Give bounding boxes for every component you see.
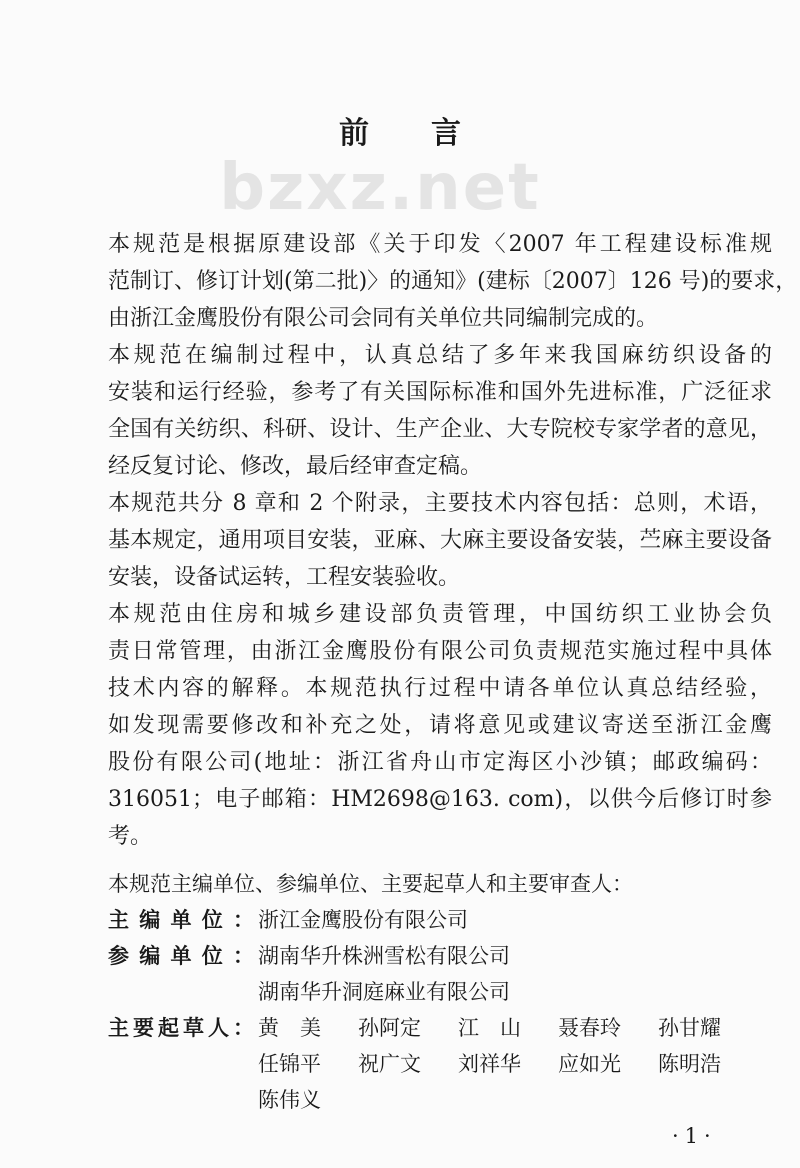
drafter-name: 孙甘耀 bbox=[658, 1016, 721, 1040]
credit-label-spacer bbox=[108, 974, 258, 1010]
paragraph-line: 本规范共分 8 章和 2 个附录，主要技术内容包括：总则，术语， bbox=[108, 491, 772, 516]
page-title: 前言 bbox=[339, 116, 523, 151]
credit-value: 浙江金鹰股份有限公司 bbox=[258, 908, 468, 932]
credit-value: 湖南华升株洲雪松有限公司 bbox=[258, 944, 510, 968]
credit-label: 参编单位： bbox=[108, 944, 254, 968]
paragraph-line: 全国有关纺织、科研、设计、生产企业、大专院校专家学者的意见， bbox=[108, 417, 772, 442]
participating-units-row-2 bbox=[108, 974, 772, 1010]
paragraph-line: 考。 bbox=[108, 824, 153, 849]
paragraph-line: 基本规定，通用项目安装，亚麻、大麻主要设备安装，苎麻主要设备 bbox=[108, 528, 772, 553]
drafter-name: 祝广文 bbox=[358, 1052, 421, 1076]
credits-intro: 本规范主编单位、参编单位、主要起草人和主要审查人： bbox=[108, 872, 633, 896]
paragraph-line: 经反复讨论、修改，最后经审查定稿。 bbox=[108, 454, 483, 479]
paragraph-line: 责日常管理，由浙江金鹰股份有限公司负责规范实施过程中具体 bbox=[108, 639, 772, 664]
paragraph-line: 范制订、修订计划(第二批)〉的通知》(建标〔2007〕126 号)的要求， bbox=[108, 269, 798, 294]
drafter-name: 应如光 bbox=[558, 1052, 621, 1076]
drafter-name: 聂春玲 bbox=[558, 1016, 621, 1040]
drafters-row bbox=[108, 1010, 772, 1118]
drafter-name: 陈伟义 bbox=[258, 1088, 321, 1112]
paragraph-line: 本规范是根据原建设部《关于印发〈2007 年工程建设标准规 bbox=[108, 232, 772, 257]
paragraph-line: 本规范由住房和城乡建设部负责管理，中国纺织工业协会负 bbox=[108, 602, 772, 627]
chief-editor-row bbox=[108, 902, 772, 938]
participating-units-row bbox=[108, 938, 772, 974]
page-number: ·1· bbox=[672, 1124, 717, 1148]
drafters-list bbox=[258, 1010, 758, 1118]
paragraph-line: 如发现需要修改和补充之处，请将意见或建议寄送至浙江金鹰 bbox=[108, 713, 772, 738]
preface-body bbox=[108, 226, 798, 855]
paragraph-line: 安装，设备试运转，工程安装验收。 bbox=[108, 565, 461, 590]
drafter-name: 任锦平 bbox=[258, 1052, 321, 1076]
drafter-name: 江 山 bbox=[458, 1016, 521, 1040]
credits bbox=[108, 866, 772, 1118]
credit-label: 主编单位： bbox=[108, 908, 254, 932]
drafter-name: 黄 美 bbox=[258, 1016, 321, 1040]
paragraph-line: 316051；电子邮箱：HM2698@163. com)，以供今后修订时参 bbox=[108, 787, 772, 812]
paragraph-line: 由浙江金鹰股份有限公司会同有关单位共同编制完成的。 bbox=[108, 306, 659, 331]
drafter-name: 刘祥华 bbox=[458, 1052, 521, 1076]
paragraph-line: 技术内容的解释。本规范执行过程中请各单位认真总结经验， bbox=[108, 676, 772, 701]
credit-value: 湖南华升洞庭麻业有限公司 bbox=[258, 980, 510, 1004]
watermark: bzxz.net bbox=[219, 151, 541, 225]
credit-label: 主要起草人： bbox=[108, 1016, 254, 1040]
paragraph-line: 安装和运行经验，参考了有关国际标准和国外先进标准，广泛征求 bbox=[108, 380, 772, 405]
drafter-name: 陈明浩 bbox=[658, 1052, 721, 1076]
drafter-name: 孙阿定 bbox=[358, 1016, 421, 1040]
paragraph-line: 股份有限公司(地址：浙江省舟山市定海区小沙镇；邮政编码： bbox=[108, 750, 772, 775]
paragraph-line: 本规范在编制过程中，认真总结了多年来我国麻纺织设备的 bbox=[108, 343, 772, 368]
